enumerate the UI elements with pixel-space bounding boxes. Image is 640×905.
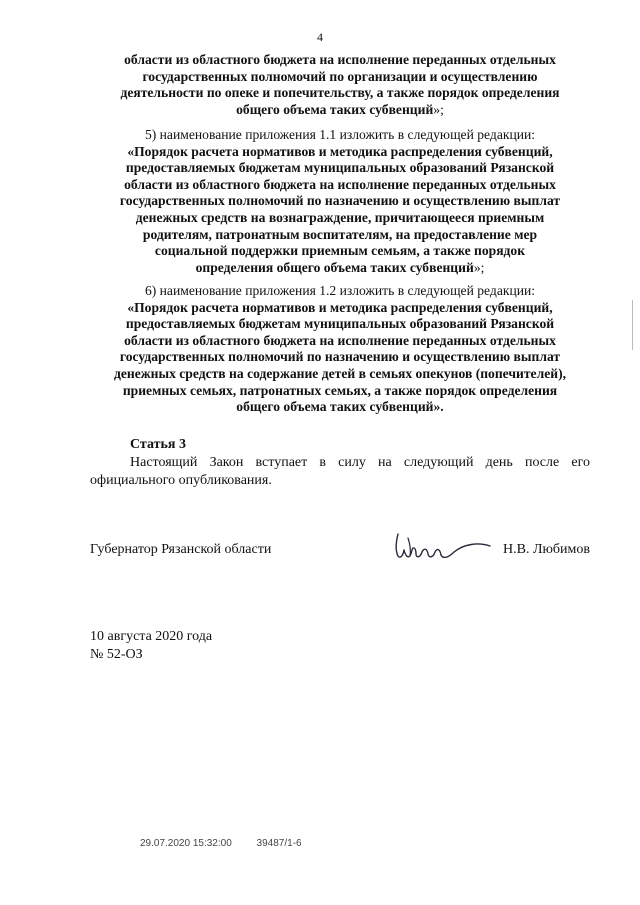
law-date: 10 августа 2020 года — [90, 629, 213, 644]
item-6-line: предоставляемых бюджетам муниципальных образований Рязанской — [125, 316, 555, 332]
page-number: 4 — [317, 30, 323, 44]
item-6-line: денежных средств на содержание детей в семьях опекунов (попечителей), — [114, 365, 566, 381]
signatory-name: Н.В. Любимов — [503, 542, 590, 557]
intro-line: области из областного бюджета на исполнение переданных отдельных — [124, 52, 556, 67]
scan-artifact — [632, 300, 633, 350]
item-5-line: «Порядок расчета нормативов и методика распределения субвенций, — [127, 143, 553, 159]
item-5-text: 5) наименование приложения 1.1 изложить в следующей редакции: — [144, 127, 536, 142]
item-6-line: общего объема таких субвенций». — [236, 399, 444, 415]
item-5-line: области из областного бюджета на исполнение переданных отдельных — [124, 176, 556, 192]
item-6-line: государственных полномочий по назначению и осуществлению выплат — [119, 349, 561, 365]
article-3-text: Настоящий Закон вступает в силу на следующий день после его официального опубликования. — [90, 455, 590, 488]
signature-row — [90, 542, 590, 582]
item-5-line: определения общего объема таких субвенций — [195, 259, 474, 275]
article-3 — [90, 436, 590, 490]
law-number: № 52-ОЗ — [90, 647, 143, 662]
item-5-line: предоставляемых бюджетам муниципальных образований Рязанской — [125, 160, 555, 176]
intro-line: общего объема таких субвенций — [236, 101, 434, 117]
item-5-line: денежных средств на вознаграждение, причитающееся приемным — [135, 209, 545, 225]
item-5 — [90, 127, 590, 276]
item-6-line: приемных семьях, патронатных семьях, а также порядок определения — [122, 382, 558, 398]
item-5-line: родителям, патронатным воспитателям, на предоставление мер — [142, 226, 538, 242]
date-block — [90, 628, 212, 664]
item-5-tail: »; — [473, 259, 485, 275]
article-3-heading: Статья 3 — [130, 437, 186, 452]
item-5-line: государственных полномочий по назначению и осуществлению выплат — [119, 193, 561, 209]
intro-line: государственных полномочий по организации и осуществлению — [142, 68, 538, 84]
item-6-line: области из областного бюджета на исполнение переданных отдельных — [124, 332, 556, 348]
intro-block — [90, 52, 590, 118]
item-6 — [90, 283, 590, 416]
intro-tail: »; — [433, 101, 444, 117]
intro-line: деятельности по опеке и попечительству, а также порядок определения — [120, 85, 560, 101]
footer-timestamp: 29.07.2020 15:32:00 — [140, 838, 232, 849]
footer-doc-id: 39487/1-6 — [256, 838, 302, 849]
item-6-line: «Порядок расчета нормативов и методика распределения субвенций, — [127, 299, 553, 315]
item-6-text: 6) наименование приложения 1.2 изложить в следующей редакции: — [144, 283, 536, 298]
handwritten-signature — [390, 528, 520, 564]
item-5-line: социальной поддержки приемным семьям, а также порядок — [154, 243, 526, 259]
signatory-title: Губернатор Рязанской области — [90, 542, 272, 557]
footer — [140, 838, 324, 849]
